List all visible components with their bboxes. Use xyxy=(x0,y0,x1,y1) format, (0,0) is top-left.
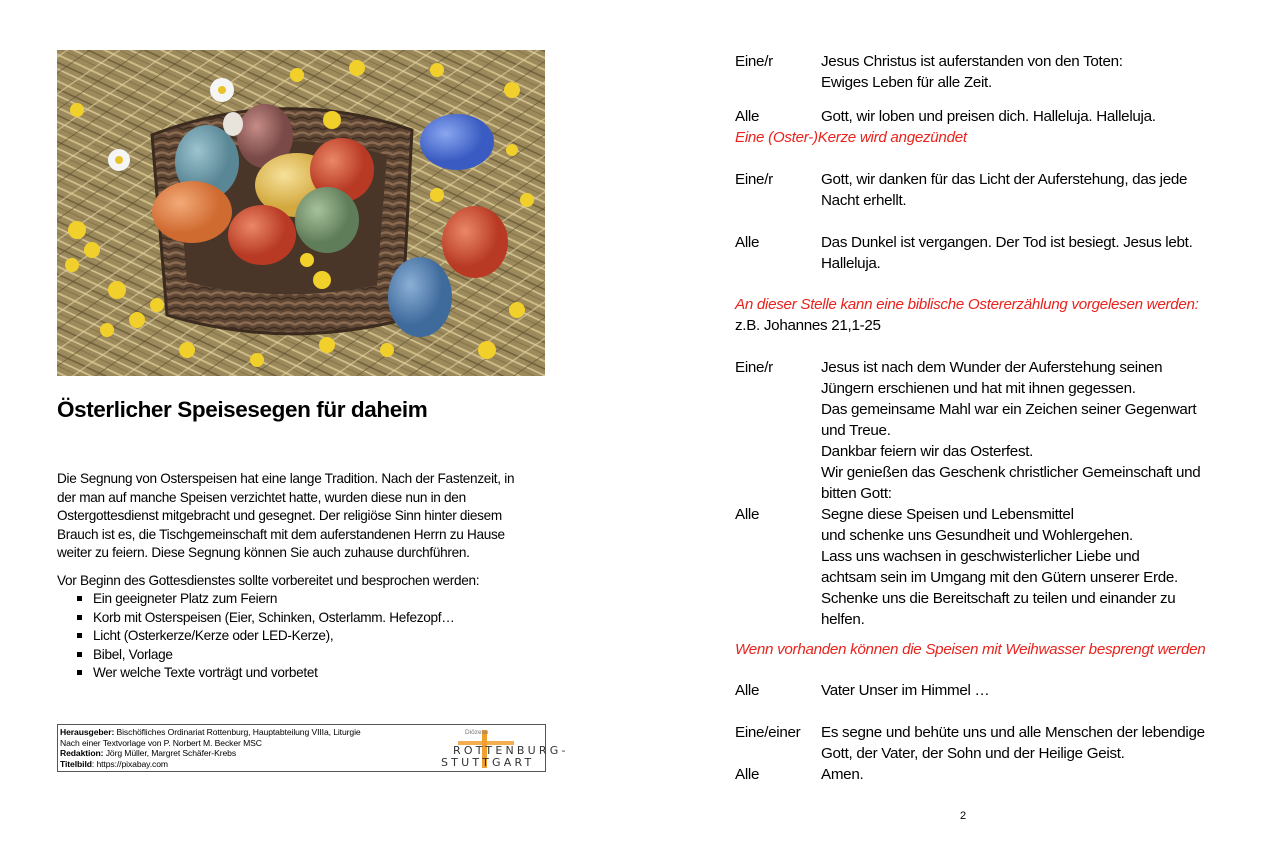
list-item: Licht (Osterkerze/Kerze oder LED-Kerze), xyxy=(77,627,455,646)
logo-line-2: STUTTGART xyxy=(441,756,535,769)
speaker-label: Alle xyxy=(735,506,760,523)
intro-line: Brauch ist es, die Tischgemeinschaft mit dem auferstandenen Herrn zu Hause xyxy=(57,526,505,542)
prayer-line: Gott, wir danken für das Licht der Auferstehung, das jede xyxy=(821,171,1188,188)
intro-line: Ostergottesdienst mitgebracht und gesegnet. Der religiöse Sinn hinter diesem xyxy=(57,508,502,523)
square-bullet-icon xyxy=(77,615,82,620)
imprint-template: Nach einer Textvorlage von P. Norbert M. Becker MSC xyxy=(60,737,262,748)
page-number: 2 xyxy=(960,810,967,822)
intro-line: der man auf manche Speisen verzichtet hatte, wurden diese nun in den xyxy=(57,489,466,505)
prayer-line: Dankbar feiern wir das Osterfest. xyxy=(821,443,1034,460)
rubric-instruction: An dieser Stelle kann eine biblische Ostererzählung vorgelesen werden: xyxy=(735,296,1199,313)
speaker-label: Alle xyxy=(735,766,760,783)
list-item: Ein geeigneter Platz zum Feiern xyxy=(77,590,455,609)
square-bullet-icon xyxy=(77,596,82,601)
preparation-lead: Vor Beginn des Gottesdienstes sollte vorbereitet und besprochen werden: xyxy=(57,573,480,588)
intro-paragraph xyxy=(57,470,547,563)
prayer-line: Segne diese Speisen und Lebensmittel xyxy=(821,506,1074,523)
page-title: Österlicher Speisesegen für daheim xyxy=(57,397,428,422)
intro-line: weiter zu feiern. Diese Segnung können Sie auch zuhause durchführen. xyxy=(57,545,470,560)
prayer-line: Es segne und behüte uns und alle Menschen der lebendige xyxy=(821,724,1205,741)
prayer-line: Wir genießen das Geschenk christlicher Gemeinschaft und xyxy=(821,464,1201,481)
prayer-line: bitten Gott: xyxy=(821,485,892,502)
speaker-label: Eine/r xyxy=(735,53,773,70)
square-bullet-icon xyxy=(77,652,82,657)
bible-reference: z.B. Johannes 21,1-25 xyxy=(735,317,881,334)
speaker-label: Eine/r xyxy=(735,359,773,376)
prayer-line: Jüngern erschienen und hat mit ihnen gegessen. xyxy=(821,380,1136,397)
rubric-instruction: Eine (Oster-)Kerze wird angezündet xyxy=(735,129,967,146)
prayer-line: Amen. xyxy=(821,766,864,783)
list-item: Bibel, Vorlage xyxy=(77,646,455,665)
prayer-line: Gott, wir loben und preisen dich. Halleluja. Halleluja. xyxy=(821,108,1156,125)
list-item: Korb mit Osterspeisen (Eier, Schinken, Osterlamm. Hefezopf… xyxy=(77,609,455,628)
prayer-line: achtsam sein im Umgang mit den Gütern unserer Erde. xyxy=(821,569,1178,586)
imprint-editors: Redaktion: Jörg Müller, Margret Schäfer-Krebs xyxy=(60,748,237,758)
speaker-label: Eine/einer xyxy=(735,724,801,741)
speaker-label: Alle xyxy=(735,108,760,125)
list-item: Wer welche Texte vorträgt und vorbetet xyxy=(77,664,455,683)
prayer-line: Das Dunkel ist vergangen. Der Tod ist besiegt. Jesus lebt. xyxy=(821,234,1193,251)
prayer-line: helfen. xyxy=(821,611,865,628)
imprint-publisher: Herausgeber: Bischöfliches Ordinariat Rottenburg, Hauptabteilung VIIIa, Liturgie xyxy=(60,727,361,737)
easter-egg-basket-photo-icon xyxy=(57,50,545,376)
prayer-line: Jesus ist nach dem Wunder der Auferstehung seinen xyxy=(821,359,1163,376)
rubric-instruction: Wenn vorhanden können die Speisen mit Weihwasser besprengt werden xyxy=(735,641,1206,658)
prayer-line: Jesus Christus ist auferstanden von den Toten: xyxy=(821,53,1123,70)
prayer-line: Lass uns wachsen in geschwisterlicher Liebe und xyxy=(821,548,1140,565)
speaker-label: Alle xyxy=(735,682,760,699)
speaker-label: Eine/r xyxy=(735,171,773,188)
prayer-line: und schenke uns Gesundheit und Wohlergehen. xyxy=(821,527,1133,544)
prayer-line: und Treue. xyxy=(821,422,891,439)
prayer-line: Ewiges Leben für alle Zeit. xyxy=(821,74,992,91)
intro-line: Die Segnung von Osterspeisen hat eine lange Tradition. Nach der Fastenzeit, in xyxy=(57,471,515,486)
square-bullet-icon xyxy=(77,670,82,675)
prayer-line: Das gemeinsame Mahl war ein Zeichen seiner Gegenwart xyxy=(821,401,1197,418)
speaker-label: Alle xyxy=(735,234,760,251)
prayer-line: Vater Unser im Himmel … xyxy=(821,682,990,699)
prayer-line: Schenke uns die Bereitschaft zu teilen und einander zu xyxy=(821,590,1176,607)
prayer-line: Nacht erhellt. xyxy=(821,192,907,209)
preparation-list xyxy=(77,590,455,683)
prayer-line: Gott, der Vater, der Sohn und der Heilige Geist. xyxy=(821,745,1125,762)
logo-label-small: Diözese xyxy=(465,729,489,736)
cover-photo xyxy=(57,50,545,376)
logo-line-1: ROTTENBURG- xyxy=(453,744,569,757)
imprint-cover: Titelbild: https://pixabay.com xyxy=(60,758,168,769)
prayer-line: Halleluja. xyxy=(821,255,881,272)
square-bullet-icon xyxy=(77,633,82,638)
